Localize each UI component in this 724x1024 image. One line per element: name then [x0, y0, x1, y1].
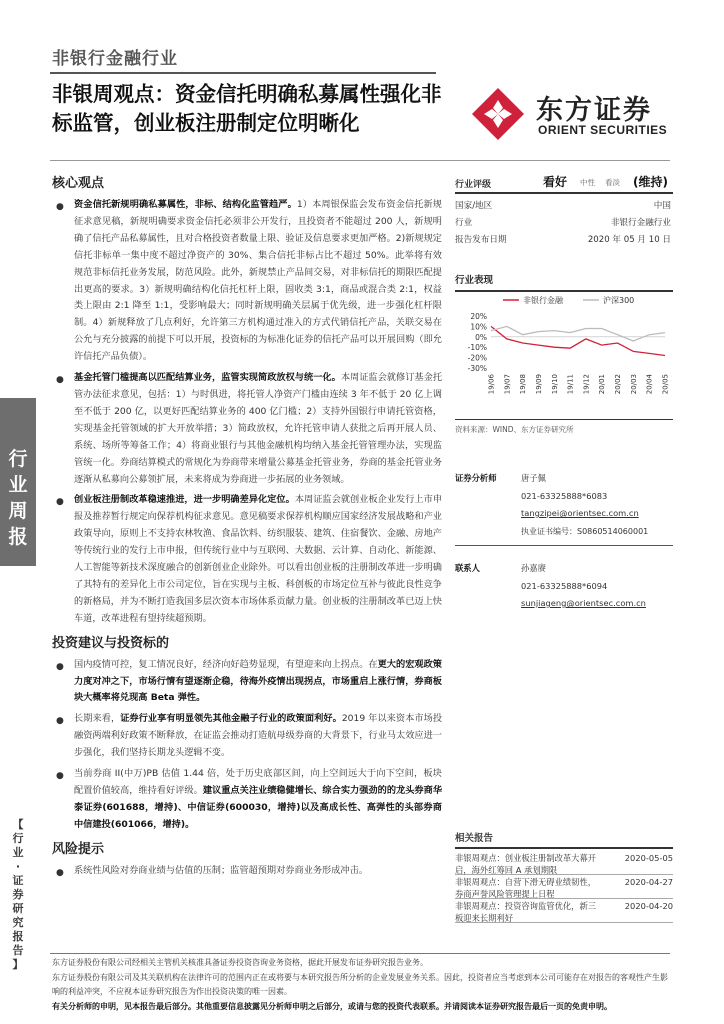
- analyst-row: [455, 470, 673, 488]
- analyst-role: 证券分析师: [455, 473, 497, 483]
- side-label: [0, 446, 36, 550]
- invest-item: [52, 711, 442, 762]
- chart-divider: [455, 419, 673, 420]
- rating-value: 看好: [543, 175, 568, 189]
- rating-label: 行业评级: [455, 180, 492, 190]
- analyst-divider: [455, 545, 673, 546]
- core-item-bold: 基金托管门槛提高以匹配结算业务，监管实现简政放权与统一化。: [74, 372, 341, 384]
- rating-panel: [455, 172, 673, 249]
- series-line: [491, 326, 665, 341]
- risk-text: 系统性风险对券商业绩与估值的压制；监管超预期对券商业务形成冲击。: [74, 864, 368, 876]
- y-tick-label: 0%: [475, 332, 487, 342]
- bullet-icon: ●: [56, 661, 64, 672]
- x-tick-label: 20/01: [598, 374, 607, 395]
- analyst-phone: 021-63325888*6083: [521, 490, 608, 501]
- risk-title: 风险提示: [52, 841, 105, 857]
- side-bottom-char: 【: [12, 818, 24, 831]
- side-bottom-label: [6, 818, 30, 972]
- side-label-char: 业: [8, 474, 28, 496]
- info-key: 报告发布日期: [455, 235, 507, 245]
- x-tick-label: 20/03: [629, 374, 638, 395]
- core-item: [52, 370, 442, 488]
- core-item-bold: 资金信托新规明确私募属性，非标、结构化监管趋严。: [74, 199, 297, 210]
- invest-item-bold: 更大的宏观政策力度对冲之下，市场行情有望逐渐企稳，待海外疫情出现拐点，市场重启上涨行情，券商板块大概率将兑现高 Beta 弹性。: [74, 658, 442, 704]
- invest-item-pre: 当前券商 II(中万)PB 估值 1.44 倍，处于历史底部区间，向上空间远大于向下空间，板块配置价值较高，维持看好评级。: [74, 768, 442, 796]
- core-item-text: 1）本周银保监会发布资金信托新规征求意见稿，新规明确要求资金信托必须非公开发行，且投资者不能超过 200 人，新规明确了信托产品私募属性，且对合格投资者数量上限、验证及信息要求更加严格。2)新规规定信托非标单一集中度不超过净资产的 30%、集合信托非标占比不超过 50%。此举将有效规范非标信托业务发展，防范风险。此外，新规禁止产品间交易，对非标信托的期限匹配提出更高的要求。3）新规明确结构化信托杠杆上限，固收类 3:1，商品或混合类 2:1，权益类上限由 2:1 降至 1:1，受影响最大；同时新规明确关层属于优先级，进一步强化杠杆限制。4）新规释放了几点利好，允许第三方机构通过准入的方式代销信托产品，关联交易在公允与充分披露的前提下可以开展，投资标的为标准化证券的信托产品可以开展回购（即允许信托产品负债）。: [74, 199, 442, 363]
- invest-item-post: 2019 年以来资本市场投融资两端利好政策不断释放，在证监会推动打造航母级券商的大背景下，行业马太效应进一步强化，我们坚持长期龙头逻辑不变。: [74, 713, 443, 759]
- performance-chart: [455, 290, 673, 415]
- side-label-char: 行: [8, 448, 28, 470]
- side-label-char: 报: [8, 526, 28, 548]
- contact-email-link[interactable]: sunjiageng@orientsec.com.cn: [521, 598, 646, 608]
- x-tick-label: 19/07: [503, 374, 512, 395]
- rating-option-neutral: 中性: [580, 178, 595, 187]
- related-item[interactable]: [455, 851, 673, 875]
- header-divider: [50, 160, 670, 161]
- rating-maintain: (维持): [633, 175, 668, 189]
- footer-line: 东方证券股份有限公司及其关联机构在法律许可的范围内正在或将要与本研究报告所分析的企业发展业务关系。因此，投资者应当考虑到本公司可能存在对报告的客观性产生影响的利益冲突，不应视本证券研究报告为作出投资决策的唯一因素。: [52, 972, 668, 996]
- related-title: 相关报告: [455, 830, 673, 849]
- invest-item-pre: 国内疫情可控，复工情况良好，经济向好趋势显现，有望迎来向上拐点。在: [74, 658, 378, 670]
- x-tick-label: 20/05: [661, 374, 670, 395]
- bullet-icon: ●: [56, 867, 64, 878]
- side-bottom-char: 业: [12, 846, 24, 859]
- performance-chart-svg: [455, 290, 673, 415]
- analyst-row: [455, 488, 673, 506]
- x-tick-label: 19/11: [566, 374, 575, 395]
- analyst-email-link[interactable]: tangzipei@orientsec.com.cn: [521, 508, 639, 518]
- x-tick-label: 20/02: [614, 374, 623, 395]
- sector-label: 非银行金融行业: [52, 49, 178, 69]
- invest-item: [52, 766, 442, 834]
- info-value: 非银行金融行业: [610, 218, 671, 228]
- info-row: [455, 198, 673, 215]
- analyst-name: 唐子佩: [521, 473, 546, 483]
- rating-row: [455, 172, 673, 194]
- side-bottom-char: ·: [15, 860, 21, 873]
- related-reports: [455, 830, 673, 923]
- risk-item: [52, 863, 442, 880]
- contact-row: [455, 578, 673, 596]
- related-item[interactable]: [455, 899, 673, 923]
- y-tick-label: -10%: [467, 343, 487, 353]
- info-key: 国家/地区: [455, 201, 493, 211]
- x-tick-label: 19/12: [582, 374, 591, 395]
- related-item-date: 2020-04-20: [624, 901, 673, 911]
- invest-item: [52, 657, 442, 708]
- chart-source: 资料来源：WIND、东方证券研究所: [455, 425, 574, 434]
- y-tick-label: -30%: [467, 364, 487, 373]
- side-bottom-char: 证: [12, 874, 24, 887]
- footer-disclaimer: 有关分析师的申明，见本报告最后部分。其他重要信息披露见分析师申明之后部分，或请与您的投资代表联系。并请阅读本证券研究报告最后一页的免责申明。: [52, 1001, 612, 1011]
- footer-divider: [50, 953, 670, 954]
- invest-item-pre: 长期来看，: [74, 713, 121, 725]
- invest-item-bold: 建议重点关注业绩稳健增长、综合实力强劲的的龙头券商华泰证券(601688，增持)、中信证券(600030，增持)以及高成长性、高弹性的头部券商中信建投(601066，增持)。: [74, 785, 443, 830]
- related-item-date: 2020-04-27: [624, 877, 673, 887]
- core-item-bold: 创业板注册制改革稳速推进，进一步明确差异化定位。: [74, 494, 295, 506]
- contact-role: 联系人: [455, 563, 480, 573]
- info-row: [455, 232, 673, 249]
- contact-row: [455, 560, 673, 578]
- side-bottom-char: 告: [12, 944, 24, 957]
- bullet-icon: ●: [56, 716, 64, 727]
- x-tick-label: 20/04: [645, 374, 654, 395]
- company-logo: [470, 86, 700, 146]
- core-title: 核心观点: [52, 176, 105, 191]
- analyst-cert: 执业证书编号：S0860514060001: [521, 526, 649, 536]
- info-row: [455, 215, 673, 232]
- footer-line: 东方证券股份有限公司经相关主管机关核准具备证券投资咨询业务资格，据此开展发布证券研究报告业务。: [52, 958, 428, 967]
- legend-label: 非银行金融: [523, 296, 563, 305]
- bullet-icon: ●: [56, 771, 64, 782]
- footer: [52, 956, 672, 1014]
- side-bottom-char: 】: [12, 958, 24, 971]
- main-content: [52, 172, 442, 884]
- core-item: [52, 197, 442, 366]
- related-item-title: 非银周观点：投资咨询监管优化，新三板迎来长期利好: [455, 901, 597, 923]
- bullet-icon: ●: [56, 497, 64, 508]
- analyst-row: [455, 523, 673, 541]
- related-item[interactable]: [455, 875, 673, 899]
- y-tick-label: 20%: [470, 312, 487, 321]
- y-tick-label: 10%: [470, 322, 487, 332]
- side-bottom-char: 研: [12, 902, 24, 915]
- contact-name: 孙嘉赓: [521, 563, 546, 573]
- bullet-icon: ●: [56, 375, 64, 386]
- invest-title: 投资建议与投资标的: [52, 635, 170, 651]
- x-tick-label: 19/08: [519, 374, 528, 395]
- analyst-panel: [455, 470, 673, 613]
- x-tick-label: 19/09: [534, 374, 543, 395]
- core-item: [52, 492, 442, 627]
- analyst-row: [455, 505, 673, 523]
- core-item-text: 本周证监会就创业板企业发行上市申报及推荐暂行规定向保荐机构征求意见。意见稿要求保荐机构顺应国家经济发展战略和产业政策导向，原则上不支持农林牧渔、食品饮料、纺织服装、建筑、住宿餐饮、金融、房地产等传统行业的发行上市申报，但传统行业中与互联网、大数据、云计算、自动化、新能源、人工智能等新技术深度融合的创新创业企业除外。可以看出创业板的注册制改革进一步明确了其特有的差异化上市公司定位，旨在实现与主板、科创板的市场定位互补与彼此良性竞争的新格局，并为不断打造我国多层次资本市场体系贡献力量。创业板的注册制改革已迈上快车道，改革进程有望持续超预期。: [74, 494, 443, 624]
- info-key: 行业: [455, 218, 473, 228]
- x-tick-label: 19/10: [550, 374, 559, 395]
- side-bottom-char: 券: [12, 888, 24, 901]
- side-bottom-char: 究: [12, 916, 24, 929]
- y-tick-label: -20%: [467, 353, 487, 363]
- x-tick-label: 19/06: [487, 374, 496, 395]
- sector-underline: [50, 72, 436, 74]
- logo-chinese-name: 东方证券: [536, 95, 652, 126]
- performance-title: 行业表现: [455, 272, 673, 292]
- side-bottom-char: 报: [12, 930, 24, 943]
- legend-label: 沪深300: [603, 296, 635, 305]
- invest-item-bold: 证券行业享有明显领先其他金融子行业的政策面利好。: [120, 713, 342, 725]
- report-title: 非银周观点：资金信托明确私募属性强化非标监管，创业板注册制定位明晰化: [52, 82, 442, 135]
- side-bottom-char: 行: [12, 832, 24, 845]
- info-value: 中国: [653, 201, 671, 211]
- bullet-icon: ●: [56, 202, 64, 212]
- contact-row: [455, 595, 673, 613]
- orient-logo-icon: [470, 86, 526, 142]
- logo-english-name: ORIENT SECURITIES: [538, 123, 668, 137]
- related-item-date: 2020-05-05: [624, 853, 673, 863]
- side-label-char: 周: [8, 500, 28, 522]
- related-item-title: 非银周观点：自营下滑无碍业绩韧性，券商声誉风险管理提上日程: [455, 877, 597, 899]
- contact-phone: 021-63325888*6094: [521, 580, 608, 591]
- rating-option-negative: 看淡: [605, 178, 620, 187]
- related-item-title: 非银周观点：创业板注册制改革大幕开启，海外红筹回 A 承划期限: [455, 853, 597, 875]
- core-item-text: 本周证监会就修订基金托管办法征求意见，包括：1）与时俱进，将托管人净资产门槛由连续 3 年不低于 20 亿上调至不低于 200 亿，以更好匹配结算业务的 400 亿门槛；2）支持外国银行申请托管资格，实现基金托管领域的扩大开放举措；3）简政放权，允许托管申请人获批之后再开展人员、系统、场所等筹备工作；4）将商业银行与其他金融机构均纳入基金托管管理办法，实现监管统一化。券商结算模式的常规化为券商带来增量公募基金托管业务，券商的基金托管业务逐渐从私募向公募领扩展，未来将成为券商进一步拓展的业务领域。: [74, 372, 443, 485]
- info-value: 2020 年 05 月 10 日: [587, 235, 671, 245]
